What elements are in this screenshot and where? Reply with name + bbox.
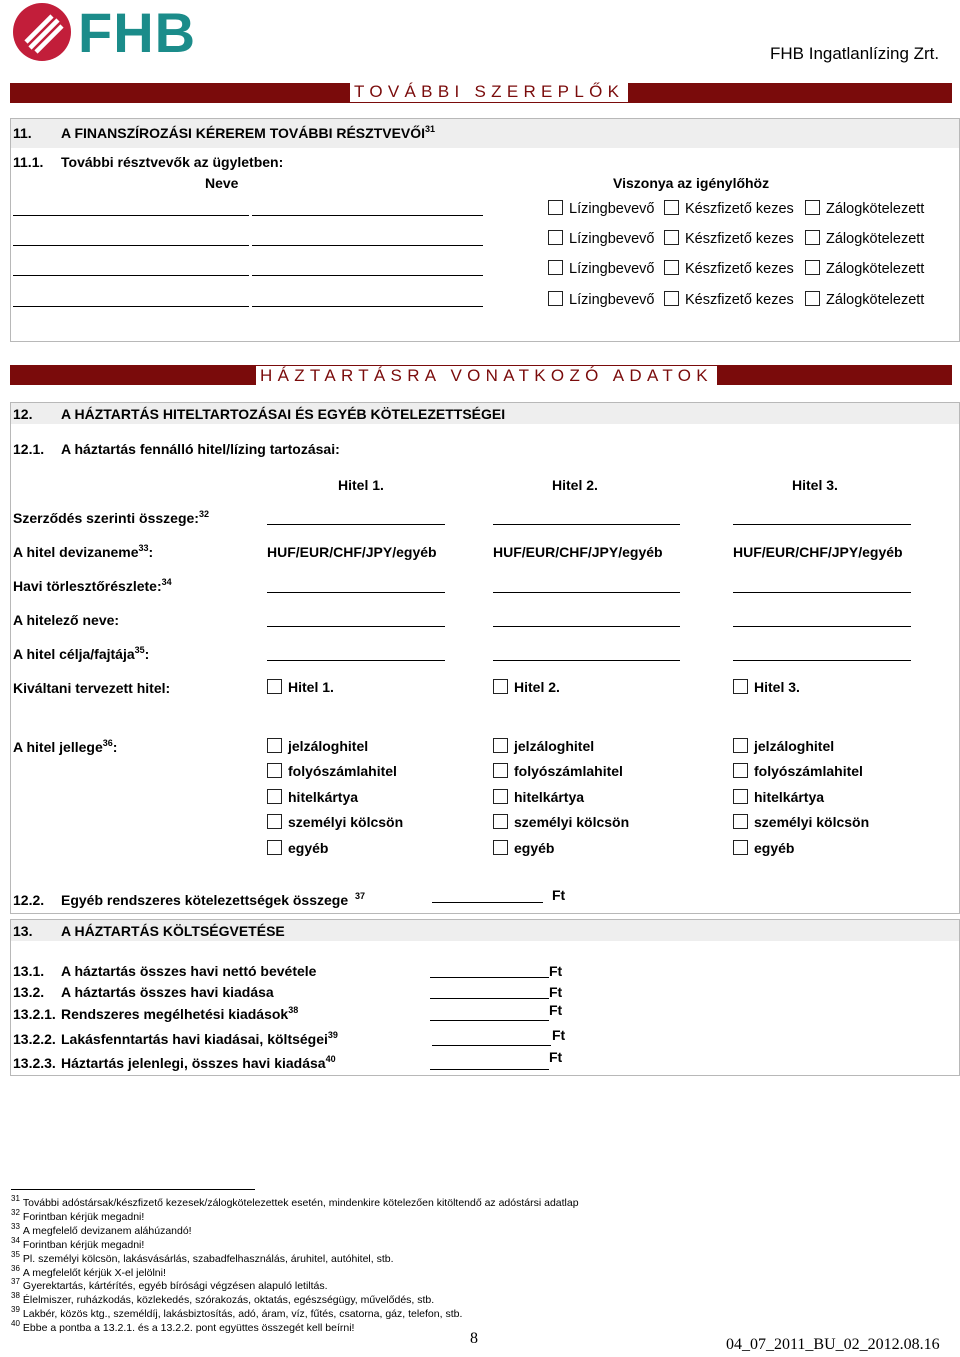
row-purpose-label: A hitel célja/fajtája$^{35}$:	[13, 645, 150, 662]
row-currency-text: A hitel devizaneme	[13, 544, 139, 560]
footnote-number: 38	[11, 1291, 20, 1301]
row-purpose-text: A hitel célja/fajtája	[13, 646, 135, 662]
loan-type-label: jelzáloghitel	[288, 738, 369, 754]
ft-unit: Ft	[549, 1002, 563, 1018]
loan-3-field[interactable]	[733, 660, 911, 661]
footnote	[11, 1291, 435, 1307]
participant-name-field[interactable]	[13, 306, 249, 307]
relation-option[interactable]	[805, 200, 924, 217]
loan-type-label: jelzáloghitel	[754, 738, 835, 754]
footnote-ref: 34	[161, 577, 172, 587]
checkbox[interactable]	[493, 738, 508, 753]
checkbox[interactable]	[267, 738, 282, 753]
footnote-ref: 35	[134, 645, 145, 655]
checkbox[interactable]	[493, 763, 508, 778]
relation-option-label: Készfizető kezes	[685, 201, 794, 217]
checkbox[interactable]	[548, 200, 563, 215]
footnote-number: 31	[11, 1194, 20, 1203]
loan-2-type-option[interactable]	[493, 789, 584, 805]
checkbox[interactable]	[267, 679, 282, 694]
loan-2-type-option[interactable]	[493, 840, 554, 856]
budget-row-text: Háztartás jelenlegi, összes havi kiadása	[61, 1055, 326, 1071]
checkbox[interactable]	[805, 260, 820, 275]
relation-option[interactable]	[805, 260, 924, 277]
column-relation: Viszonya az igénylőhöz	[613, 175, 770, 191]
budget-amount-field[interactable]	[430, 977, 549, 978]
checkbox[interactable]	[548, 291, 563, 306]
loan-type-label: hitelkártya	[514, 789, 585, 805]
section-11-num: 11.	[13, 125, 32, 141]
row-replace-label: Kiváltani tervezett hitel:	[13, 680, 171, 696]
replace-loan-1[interactable]	[267, 679, 334, 695]
section-11-title	[61, 125, 435, 141]
section-13-num: 13.	[13, 923, 33, 939]
loan-2-type-option[interactable]	[493, 763, 623, 779]
relation-option[interactable]	[548, 230, 654, 247]
footnote-separator	[11, 1189, 255, 1190]
section-12-2-text: Egyéb rendszeres kötelezettségek összege	[61, 892, 349, 908]
relation-option-label: Készfizető kezes	[685, 292, 794, 308]
footnote	[11, 1277, 328, 1293]
loan-3-field[interactable]	[733, 524, 911, 525]
budget-row-label	[61, 1006, 298, 1022]
loan-type-label: egyéb	[288, 840, 329, 856]
footnote-ref: 32	[198, 509, 209, 519]
footnote	[11, 1207, 145, 1223]
relation-option-label: Lízingbevevő	[569, 201, 655, 217]
row-installment-text: Havi törlesztőrészlete:	[13, 578, 162, 594]
relation-option[interactable]	[664, 260, 794, 277]
ft-unit: Ft	[549, 984, 563, 1000]
footnote-text: A megfelelőt kérjük X-el jelölni!	[22, 1266, 166, 1279]
currency-option-3[interactable]: HUF/EUR/CHF/JPY/egyéb	[733, 544, 903, 560]
footnote-text: Pl. személyi kölcsön, lakásvásárlás, szabadfelhasználás, áruhitel, autóhitel, stb.	[22, 1252, 394, 1265]
budget-row-label	[61, 963, 316, 979]
loan-3-type-option[interactable]	[733, 738, 834, 754]
loan-type-label: egyéb	[514, 840, 555, 856]
checkbox[interactable]	[664, 291, 679, 306]
relation-option-label: Lízingbevevő	[569, 231, 655, 247]
loan-2-field[interactable]	[493, 524, 680, 525]
footnote-ref: 38	[288, 1005, 299, 1015]
loan-type-label: folyószámlahitel	[754, 763, 863, 779]
budget-amount-field[interactable]	[430, 1069, 549, 1070]
loan-type-label: hitelkártya	[288, 789, 359, 805]
checkbox[interactable]	[267, 789, 282, 804]
budget-row-label	[61, 984, 274, 1000]
column-name: Neve	[205, 175, 239, 191]
loan-3-field[interactable]	[733, 626, 911, 627]
banner-title: TOVÁBBI SZEREPLŐK	[350, 82, 628, 102]
footnote-number: 34	[11, 1235, 20, 1245]
loan-type-label: személyi kölcsön	[514, 814, 630, 830]
checkbox[interactable]	[805, 230, 820, 245]
participant-name-field-2[interactable]	[252, 215, 483, 216]
loan-type-label: folyószámlahitel	[288, 763, 397, 779]
checkbox[interactable]	[267, 840, 282, 855]
section-12-title: A HÁZTARTÁS HITELTARTOZÁSAI ÉS EGYÉB KÖTELEZETTSÉGEI	[61, 406, 506, 422]
row-installment-label	[13, 578, 172, 594]
row-amount-text: Szerződés szerinti összege:	[13, 510, 199, 526]
checkbox[interactable]	[805, 200, 820, 215]
budget-row-text: Rendszeres megélhetési kiadások	[61, 1006, 289, 1022]
checkbox[interactable]	[664, 200, 679, 215]
replace-loan-2[interactable]	[493, 679, 560, 695]
loan-2-field[interactable]	[493, 626, 680, 627]
ft-unit: Ft	[552, 887, 566, 903]
footnote	[11, 1249, 394, 1265]
section-12-2-num: 12.2.	[13, 892, 45, 908]
footnote-ref: 39	[327, 1030, 338, 1040]
currency-option-1[interactable]: HUF/EUR/CHF/JPY/egyéb	[267, 544, 437, 560]
participant-name-field-2[interactable]	[252, 275, 483, 276]
loan-2-type-option[interactable]	[493, 738, 594, 754]
footnote-ref: 37	[355, 891, 366, 901]
relation-option[interactable]	[548, 200, 654, 217]
budget-row-num: 13.2.1.	[13, 1006, 56, 1022]
loan-1-type-option[interactable]	[267, 763, 397, 779]
relation-option-label: Zálogkötelezett	[826, 201, 925, 217]
checkbox[interactable]	[733, 840, 748, 855]
participant-name-field[interactable]	[13, 245, 249, 246]
fhb-logo-mark-icon	[12, 2, 72, 62]
relation-option[interactable]	[805, 291, 924, 308]
section-13-title: A HÁZTARTÁS KÖLTSÉGVETÉSE	[61, 923, 285, 939]
budget-row-num: 13.2.2.	[13, 1031, 56, 1047]
footnote-text: Ebbe a pontba a 13.2.1. és a 13.2.2. pont együttes összegét kell beírni!	[22, 1322, 355, 1335]
footnote-number: 33	[11, 1221, 20, 1231]
relation-option-label: Készfizető kezes	[685, 261, 794, 277]
checkbox[interactable]	[267, 763, 282, 778]
checkbox[interactable]	[493, 840, 508, 855]
footnote-text: További adóstársak/készfizető kezesek/zálogkötelezettek esetén, mindenkire kötelezően kitöltendő az adóstársi adatlap	[22, 1197, 579, 1209]
company-name: FHB Ingatlanlízing Zrt.	[770, 44, 940, 63]
relation-option-label: Zálogkötelezett	[826, 261, 925, 277]
checkbox[interactable]	[733, 679, 748, 694]
footnote-text: Forintban kérjük megadni!	[22, 1210, 145, 1223]
loan-1-type-option[interactable]	[267, 814, 403, 830]
replace-loan-label: Hitel 2.	[514, 679, 560, 695]
loan-2-field[interactable]	[493, 660, 680, 661]
footnote-ref: 31	[425, 124, 436, 134]
relation-option[interactable]	[664, 200, 794, 217]
loan-2-type-option[interactable]	[493, 814, 629, 830]
loan-type-label: hitelkártya	[754, 789, 825, 805]
logo-text: FHB	[78, 1, 197, 64]
footnote-number: 39	[11, 1305, 20, 1315]
other-obligations-field[interactable]	[432, 902, 543, 903]
relation-option-label: Lízingbevevő	[569, 261, 655, 277]
loan-3-field[interactable]	[733, 592, 911, 593]
loan-3-type-option[interactable]	[733, 763, 863, 779]
participant-name-field-2[interactable]	[252, 245, 483, 246]
replace-loan-label: Hitel 1.	[288, 679, 334, 695]
loan-1-field[interactable]	[267, 626, 445, 627]
replace-loan-label: Hitel 3.	[754, 679, 800, 695]
section-11-title-text: A FINANSZÍROZÁSI KÉREREM TOVÁBBI RÉSZTVEVŐI	[61, 125, 426, 141]
footnote-number: 32	[11, 1207, 20, 1217]
footnote-number: 36	[11, 1263, 20, 1273]
footnote	[11, 1235, 145, 1251]
currency-option-2[interactable]: HUF/EUR/CHF/JPY/egyéb	[493, 544, 663, 560]
ft-unit: Ft	[549, 963, 563, 979]
loan-3-type-option[interactable]	[733, 840, 794, 856]
footnote-number: 35	[11, 1249, 20, 1259]
relation-option[interactable]	[664, 230, 794, 247]
loan-type-label: személyi kölcsön	[288, 814, 404, 830]
footnote-ref: 40	[325, 1054, 336, 1064]
loan-type-label: jelzáloghitel	[514, 738, 595, 754]
budget-amount-field[interactable]	[430, 1020, 549, 1021]
checkbox[interactable]	[493, 814, 508, 829]
section-11-1-num: 11.1.	[13, 154, 44, 170]
loan-2-field[interactable]	[493, 592, 680, 593]
relation-option-label: Zálogkötelezett	[826, 231, 925, 247]
budget-row-num: 13.2.	[13, 984, 45, 1000]
checkbox[interactable]	[493, 679, 508, 694]
budget-row-label	[61, 1031, 338, 1047]
checkbox[interactable]	[267, 814, 282, 829]
loan-1-type-option[interactable]	[267, 789, 358, 805]
loan-1-type-option[interactable]	[267, 840, 328, 856]
budget-row-label	[61, 1055, 336, 1071]
checkbox[interactable]	[733, 738, 748, 753]
checkbox[interactable]	[733, 789, 748, 804]
section-12-1-title: A háztartás fennálló hitel/lízing tartozásai:	[61, 441, 340, 457]
relation-option[interactable]	[548, 260, 654, 277]
budget-row-num: 13.2.3.	[13, 1055, 56, 1071]
budget-row-num: 13.1.	[13, 963, 45, 979]
participant-name-field[interactable]	[13, 275, 249, 276]
relation-option-label: Zálogkötelezett	[826, 292, 925, 308]
footnote-number: 37	[11, 1277, 20, 1287]
section-12-num: 12.	[13, 406, 33, 422]
section-11-1-title: További résztvevők az ügyletben:	[61, 154, 284, 170]
loan-1-header: Hitel 1.	[338, 477, 384, 493]
budget-amount-field[interactable]	[430, 998, 549, 999]
ft-unit: Ft	[552, 1027, 566, 1043]
loan-1-type-option[interactable]	[267, 738, 368, 754]
checkbox[interactable]	[664, 230, 679, 245]
fhb-logo	[12, 1, 202, 64]
footnote	[11, 1305, 463, 1321]
footnote	[11, 1263, 166, 1279]
loan-type-label: egyéb	[754, 840, 795, 856]
row-type-label: A hitel jellege$^{36}$:	[13, 738, 118, 755]
checkbox[interactable]	[493, 789, 508, 804]
footnote-text: Gyerektartás, kártérítés, egyéb bírósági végzésen alapuló letiltás.	[22, 1280, 328, 1293]
budget-row-text: A háztartás összes havi nettó bevétele	[61, 963, 317, 979]
page-number: 8	[470, 1330, 478, 1347]
footnote-text: A megfelelő devizanem aláhúzandó!	[22, 1224, 192, 1237]
footnote	[11, 1194, 579, 1209]
loan-type-label: személyi kölcsön	[754, 814, 870, 830]
footnote-ref: 36	[102, 738, 113, 748]
document-id: 04_07_2011_BU_02_2012.08.16	[726, 1336, 940, 1353]
checkbox[interactable]	[548, 260, 563, 275]
footnote-text: Forintban kérjük megadni!	[22, 1238, 145, 1251]
loan-type-label: folyószámlahitel	[514, 763, 623, 779]
row-currency-label: A hitel devizaneme$^{33}$:	[13, 543, 154, 560]
footnote-text: Lakbér, közös ktg., személdíj, lakásbiztosítás, adó, áram, víz, fűtés, csatorna, gáz, telefon, stb.	[22, 1308, 463, 1321]
loan-1-field[interactable]	[267, 660, 445, 661]
footnote-text: Élelmiszer, ruházkodás, közlekedés, szórakozás, oktatás, egészségügy, művelődés, stb.	[22, 1294, 435, 1307]
relation-option-label: Lízingbevevő	[569, 292, 655, 308]
checkbox[interactable]	[733, 763, 748, 778]
checkbox[interactable]	[733, 814, 748, 829]
relation-option[interactable]	[805, 230, 924, 247]
budget-amount-field[interactable]	[432, 1045, 551, 1046]
row-type-text: A hitel jellege	[13, 739, 103, 755]
budget-row-text: A háztartás összes havi kiadása	[61, 984, 274, 1000]
participant-name-field-2[interactable]	[252, 306, 483, 307]
section-12-1-num: 12.1.	[13, 441, 45, 457]
row-amount-label	[13, 510, 209, 526]
relation-option-label: Készfizető kezes	[685, 231, 794, 247]
participant-name-field[interactable]	[13, 215, 249, 216]
loan-3-type-option[interactable]	[733, 789, 824, 805]
section-12-2-title	[61, 892, 365, 908]
footnote	[11, 1221, 192, 1237]
checkbox[interactable]	[548, 230, 563, 245]
replace-loan-3[interactable]	[733, 679, 800, 695]
footnote-number: 40	[11, 1319, 20, 1329]
banner-title-2: HÁZTARTÁSRA VONATKOZÓ ADATOK	[256, 366, 717, 386]
loan-1-field[interactable]	[267, 524, 445, 525]
loan-1-field[interactable]	[267, 592, 445, 593]
loan-3-header: Hitel 3.	[792, 477, 838, 493]
loan-2-header: Hitel 2.	[552, 477, 598, 493]
ft-unit: Ft	[549, 1049, 563, 1065]
footnote-ref: 33	[138, 543, 149, 553]
loan-3-type-option[interactable]	[733, 814, 869, 830]
relation-option[interactable]	[664, 291, 794, 308]
budget-row-text: Lakásfenntartás havi kiadásai, költségei	[61, 1031, 328, 1047]
footnote	[11, 1319, 355, 1335]
relation-option[interactable]	[548, 291, 654, 308]
checkbox[interactable]	[805, 291, 820, 306]
checkbox[interactable]	[664, 260, 679, 275]
row-creditor-label: A hitelező neve:	[13, 612, 120, 628]
